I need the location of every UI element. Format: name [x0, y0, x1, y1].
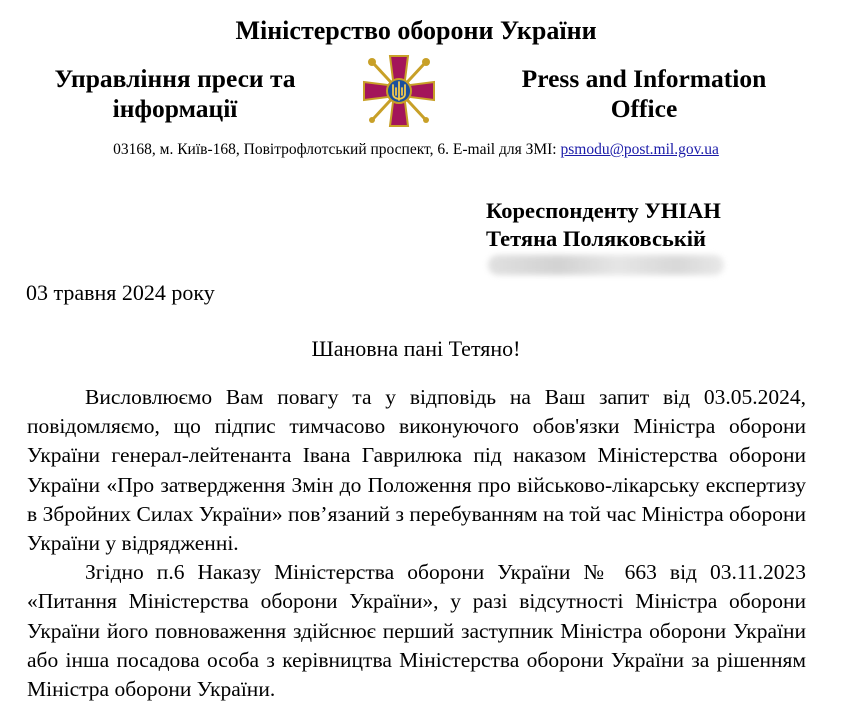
letter-date: 03 травня 2024 року: [26, 280, 215, 305]
ministry-title: Міністерство оборони України: [235, 16, 597, 45]
recipient-line-2: Тетяна Поляковській: [486, 226, 707, 251]
salutation: Шановна пані Тетяно!: [311, 336, 521, 361]
recipient-block: [486, 197, 721, 253]
address-line: [0, 140, 832, 160]
letter-body: [27, 383, 806, 704]
body-paragraph-2: Згідно п.6 Наказу Міністерства оборони України № 663 від 03.11.2023 «Питання Міністерства оборони України», у разі відсутності Міністра оборони України його повноваження здійснює перший заступник Міністра оборони України або інша посадова особа з керівництва Міністерства оборони України за рішенням Міністра оборони України.: [27, 560, 806, 702]
department-title-ua: Управління преси та інформації: [54, 64, 296, 123]
press-email-link[interactable]: psmodu@post.mil.gov.ua: [560, 141, 719, 158]
department-title-en: Press and Information Office: [521, 64, 767, 123]
body-paragraph-1: Висловлюємо Вам повагу та у відповідь на Ваш запит від 03.05.2024, повідомляємо, що підпис тимчасово виконуючого обов'язки Міністра оборони України генерал-лейтенанта Івана Гаврилюка під наказом Міністерства оборони України «Про затвердження Змін до Положення про військово-лікарську експертизу в Збройних Силах України» пов’язаний з перебуванням на той час Міністра оборони України у відрядженні.: [27, 385, 806, 556]
recipient-line-1: Кореспонденту УНІАН: [486, 198, 721, 223]
address-text: 03168, м. Київ-168, Повітрофлотський проспект, 6. E-mail для ЗМІ:: [113, 141, 561, 158]
ministry-of-defence-emblem-icon: [360, 52, 438, 130]
redacted-email: [488, 255, 724, 275]
